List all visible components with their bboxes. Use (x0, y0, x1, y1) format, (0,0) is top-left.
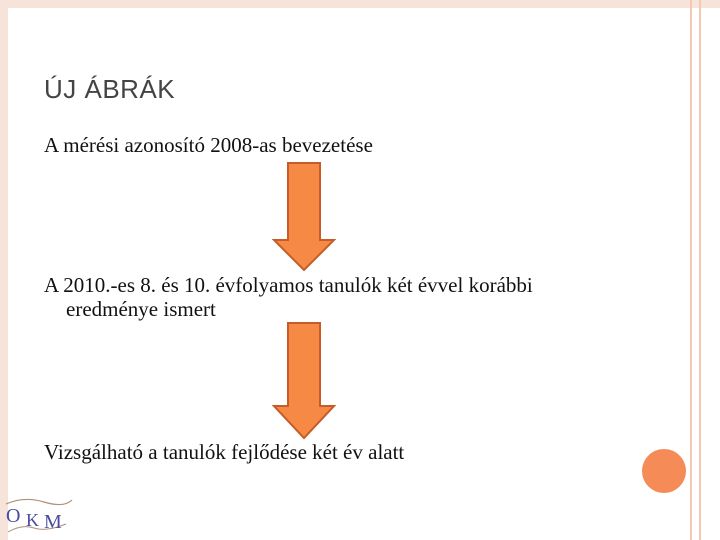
down-arrow-icon (272, 162, 336, 272)
step-2-line-1: A 2010.-es 8. és 10. évfolyamos tanulók két évvel korábbi (44, 273, 533, 297)
step-2-text (44, 273, 644, 321)
slide-border-line (690, 0, 692, 540)
oktatasi-hivatal-logo (4, 494, 74, 536)
svg-text:M: M (44, 511, 62, 533)
step-3-text: Vizsgálható a tanulók fejlődése két év alatt (44, 440, 405, 464)
slide-title: ÚJ ÁBRÁK (44, 74, 176, 104)
slide-frame-left (0, 0, 8, 540)
slide-border-line (699, 0, 701, 540)
step-1-text: A mérési azonosító 2008-as bevezetése (44, 133, 373, 157)
slide-frame-top (0, 0, 720, 8)
decorative-circle (642, 449, 686, 493)
svg-text:O: O (6, 505, 21, 527)
svg-text:K: K (26, 510, 39, 530)
down-arrow-icon (272, 322, 336, 440)
step-2-line-2: eredménye ismert (66, 297, 216, 321)
